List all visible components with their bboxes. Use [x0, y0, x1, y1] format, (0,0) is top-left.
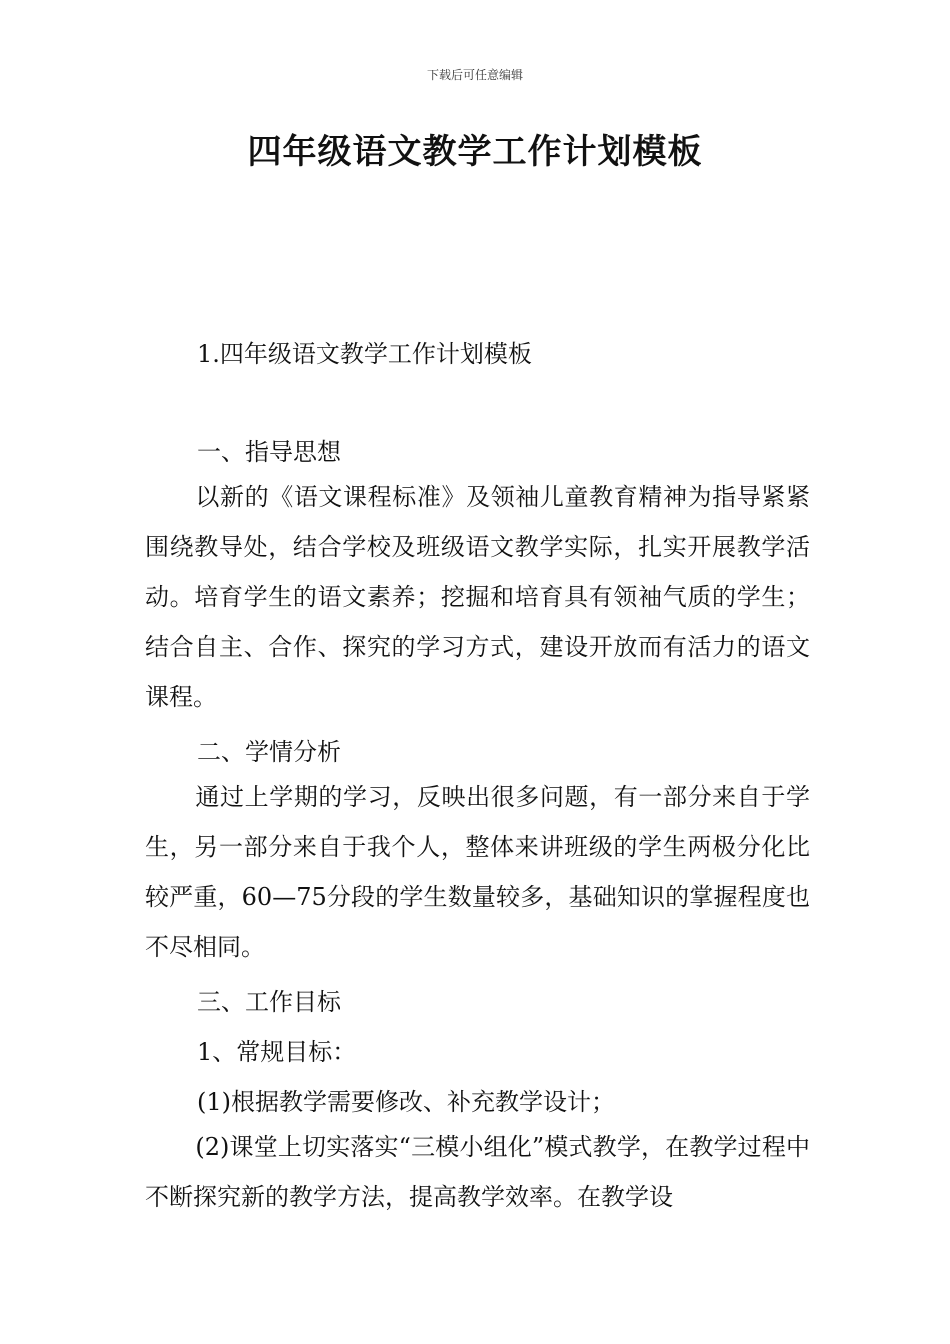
section-heading-guiding-ideology: 一、指导思想: [197, 438, 341, 466]
list-item-2: (2)课堂上切实落实“三模小组化”模式教学，在教学过程中不断探究新的教学方法，提高教学效率。在教学设: [145, 1133, 810, 1211]
list-item-1: (1)根据教学需要修改、补充教学设计；: [197, 1088, 615, 1116]
document-title: 四年级语文教学工作计划模板: [247, 132, 703, 172]
section-heading-work-goals: 三、工作目标: [197, 988, 341, 1016]
subtitle-heading: 1.四年级语文教学工作计划模板: [197, 340, 532, 368]
paragraph-guiding-ideology: 以新的《语文课程标准》及领袖儿童教育精神为指导紧紧围绕教导处，结合学校及班级语文教学实际，扎实开展教学活动。培育学生的语文素养；挖掘和培育具有领袖气质的学生；结合自主、合作、探究的学习方式，建设开放而有活力的语文课程。: [145, 483, 810, 711]
header-note: 下载后可任意编辑: [426, 68, 523, 82]
section-heading-learning-analysis: 二、学情分析: [197, 738, 341, 766]
subheading-routine-goals: 1、常规目标：: [197, 1038, 357, 1066]
paragraph-learning-analysis: 通过上学期的学习，反映出很多问题，有一部分来自于学生，另一部分来自于我个人，整体来讲班级的学生两极分化比较严重，60—75分段的学生数量较多，基础知识的掌握程度也不尽相同。: [145, 783, 810, 961]
